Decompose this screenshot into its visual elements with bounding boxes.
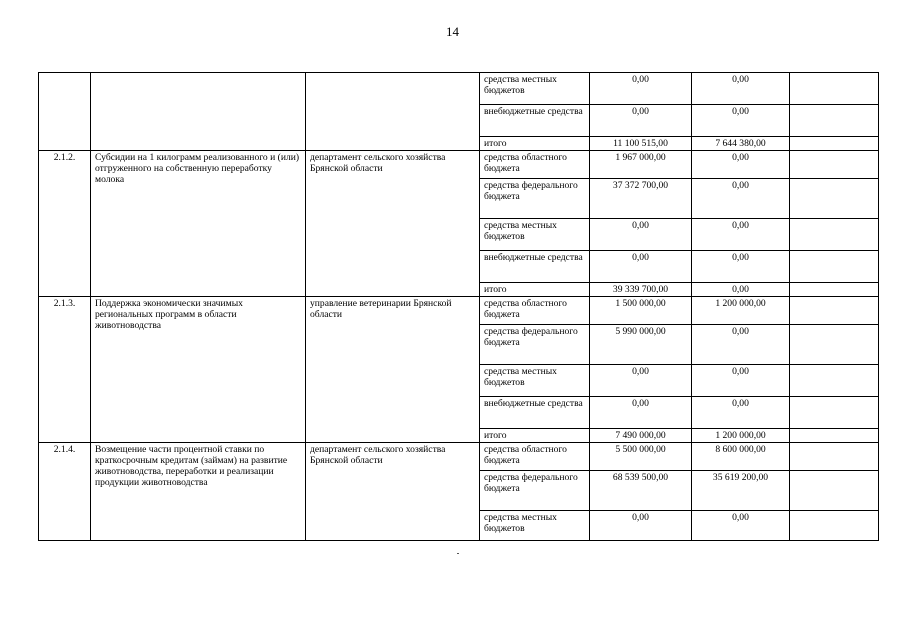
value-cell: 0,00 <box>590 397 692 429</box>
empty-cell <box>790 471 879 511</box>
table-row <box>39 151 879 179</box>
source-cell: итого <box>480 283 590 297</box>
empty-cell <box>790 105 879 137</box>
value-cell: 0,00 <box>590 73 692 105</box>
value-cell: 1 200 000,00 <box>692 429 790 443</box>
value-cell: 0,00 <box>692 105 790 137</box>
empty-cell <box>790 443 879 471</box>
empty-cell <box>790 219 879 251</box>
number-cell <box>39 73 91 151</box>
value-cell: 0,00 <box>590 219 692 251</box>
empty-cell <box>790 151 879 179</box>
table-row <box>39 73 879 105</box>
value-cell: 0,00 <box>692 73 790 105</box>
executor-cell: департамент сельского хозяйства Брянской области <box>306 443 480 541</box>
value-cell: 0,00 <box>692 219 790 251</box>
value-cell: 11 100 515,00 <box>590 137 692 151</box>
empty-cell <box>790 325 879 365</box>
empty-cell <box>790 179 879 219</box>
page-number: 14 <box>446 24 459 39</box>
source-cell: средства местных бюджетов <box>480 73 590 105</box>
source-cell: средства местных бюджетов <box>480 219 590 251</box>
name-cell: Поддержка экономически значимых региональных программ в области животноводства <box>91 297 306 443</box>
executor-cell: департамент сельского хозяйства Брянской области <box>306 151 480 297</box>
value-cell: 0,00 <box>590 251 692 283</box>
value-cell: 5 500 000,00 <box>590 443 692 471</box>
value-cell: 0,00 <box>692 179 790 219</box>
value-cell: 5 990 000,00 <box>590 325 692 365</box>
source-cell: средства областного бюджета <box>480 297 590 325</box>
value-cell: 8 600 000,00 <box>692 443 790 471</box>
name-cell <box>91 73 306 151</box>
source-cell: средства областного бюджета <box>480 443 590 471</box>
empty-cell <box>790 429 879 443</box>
source-cell: средства федерального бюджета <box>480 179 590 219</box>
number-cell: 2.1.4. <box>39 443 91 541</box>
value-cell: 68 539 500,00 <box>590 471 692 511</box>
table-row <box>39 297 879 325</box>
value-cell: 0,00 <box>692 283 790 297</box>
source-cell: внебюджетные средства <box>480 397 590 429</box>
empty-cell <box>790 137 879 151</box>
value-cell: 0,00 <box>692 325 790 365</box>
source-cell: средства областного бюджета <box>480 151 590 179</box>
source-cell: средства местных бюджетов <box>480 511 590 541</box>
value-cell: 37 372 700,00 <box>590 179 692 219</box>
executor-cell: управление ветеринарии Брянской области <box>306 297 480 443</box>
empty-cell <box>790 283 879 297</box>
empty-cell <box>790 397 879 429</box>
empty-cell <box>790 365 879 397</box>
source-cell: внебюджетные средства <box>480 251 590 283</box>
source-cell: итого <box>480 429 590 443</box>
value-cell: 1 200 000,00 <box>692 297 790 325</box>
number-cell: 2.1.2. <box>39 151 91 297</box>
value-cell: 1 500 000,00 <box>590 297 692 325</box>
source-cell: средства местных бюджетов <box>480 365 590 397</box>
value-cell: 0,00 <box>590 511 692 541</box>
value-cell: 0,00 <box>692 397 790 429</box>
value-cell: 0,00 <box>590 365 692 397</box>
value-cell: 7 490 000,00 <box>590 429 692 443</box>
value-cell: 35 619 200,00 <box>692 471 790 511</box>
table-row <box>39 443 879 471</box>
value-cell: 0,00 <box>692 151 790 179</box>
source-cell: средства федерального бюджета <box>480 471 590 511</box>
value-cell: 0,00 <box>692 365 790 397</box>
executor-cell <box>306 73 480 151</box>
budget-table <box>38 72 879 541</box>
value-cell: 39 339 700,00 <box>590 283 692 297</box>
scan-dot <box>457 553 459 554</box>
value-cell: 7 644 380,00 <box>692 137 790 151</box>
empty-cell <box>790 251 879 283</box>
value-cell: 0,00 <box>692 251 790 283</box>
source-cell: внебюджетные средства <box>480 105 590 137</box>
name-cell: Возмещение части процентной ставки по краткосрочным кредитам (займам) на развитие животноводства, переработки и реализации продукции животноводства <box>91 443 306 541</box>
empty-cell <box>790 73 879 105</box>
value-cell: 1 967 000,00 <box>590 151 692 179</box>
name-cell: Субсидии на 1 килограмм реализованного и (или) отгруженного на собственную переработку молока <box>91 151 306 297</box>
source-cell: итого <box>480 137 590 151</box>
value-cell: 0,00 <box>590 105 692 137</box>
empty-cell <box>790 511 879 541</box>
source-cell: средства федерального бюджета <box>480 325 590 365</box>
number-cell: 2.1.3. <box>39 297 91 443</box>
empty-cell <box>790 297 879 325</box>
value-cell: 0,00 <box>692 511 790 541</box>
